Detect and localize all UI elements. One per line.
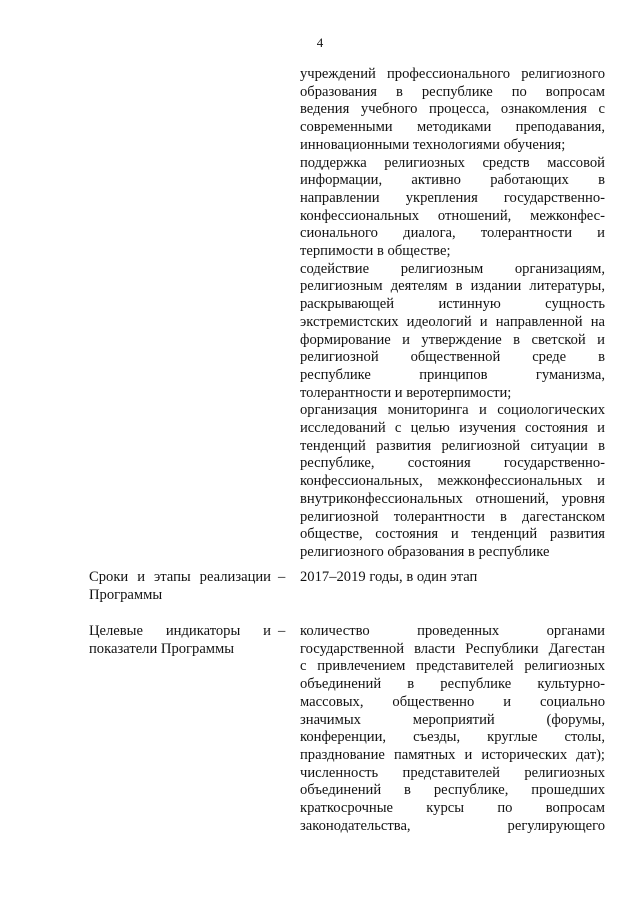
text-line: республике принципов гуманизма, bbox=[300, 366, 605, 383]
text-line: религиозной общественной среде в bbox=[300, 349, 605, 366]
text-line: исследований с целью изучения состояния и bbox=[300, 420, 605, 437]
text-line: информации, активно работающих в bbox=[300, 172, 605, 189]
text-line: образования в республике по вопросам bbox=[300, 83, 605, 100]
text-line: конфессиональных, межконфессиональных и bbox=[300, 473, 605, 490]
terms-label bbox=[89, 569, 271, 604]
text-line: направлении укрепления государственно- bbox=[300, 189, 605, 206]
text-line: краткосрочные курсы по вопросам bbox=[300, 800, 605, 817]
row-dash: – bbox=[278, 569, 286, 585]
text-line: значимых мероприятий (форумы, bbox=[300, 711, 605, 728]
text-line: толерантности и веротерпимости; bbox=[300, 384, 512, 401]
page-number: 4 bbox=[316, 35, 324, 50]
text-line: экстремистских идеологий и направленной на bbox=[300, 313, 605, 330]
indicators-value bbox=[300, 623, 605, 835]
indicators-label bbox=[89, 623, 271, 658]
text-line: тенденций развития религиозной ситуации в bbox=[300, 437, 605, 454]
text-line: формирование и утверждение в светской и bbox=[300, 331, 605, 348]
text-line: религиозным деятелям в издании литературы, bbox=[300, 278, 605, 295]
text-line: с привлечением представителей религиозных bbox=[300, 658, 605, 675]
text-line: организация мониторинга и социологических bbox=[300, 402, 605, 419]
text-line: содействие религиозным организациям, bbox=[300, 260, 605, 277]
text-line: республике, состояния государственно- bbox=[300, 455, 605, 472]
text-line: объединений в республике, прошедших bbox=[300, 782, 605, 799]
text-line: сионального диалога, толерантности и bbox=[300, 225, 605, 242]
text-line: поддержка религиозных средств массовой bbox=[300, 154, 605, 171]
text-line: учреждений профессионального религиозного bbox=[300, 66, 605, 82]
text-line: религиозного образования в республике bbox=[300, 543, 550, 560]
text-line: внутриконфессиональных отношений, уровня bbox=[300, 490, 605, 507]
text-line: численность представителей религиозных bbox=[300, 764, 605, 781]
text-line: объединений в республике культурно- bbox=[300, 676, 605, 693]
text-line: инновационными технологиями обучения; bbox=[300, 136, 566, 153]
text-line: празднование памятных и исторических дат); bbox=[300, 746, 605, 763]
text-line: религиозной толерантности в дагестанском bbox=[300, 508, 605, 525]
text-line: современными методиками преподавания, bbox=[300, 119, 605, 136]
text-line: конференции, съезды, круглые столы, bbox=[300, 729, 605, 746]
terms-value bbox=[300, 569, 605, 587]
text-line: государственной власти Республики Дагестан bbox=[300, 640, 605, 657]
goals-continuation bbox=[300, 66, 605, 562]
text-line: раскрывающей истинную сущность bbox=[300, 296, 605, 313]
text-line: количество проведенных органами bbox=[300, 623, 605, 639]
label-line: показатели Программы bbox=[89, 640, 235, 657]
label-line: Целевые индикаторы и bbox=[89, 623, 271, 639]
text-line: терпимости в обществе; bbox=[300, 243, 451, 260]
text-line: массовых, общественно и социально bbox=[300, 693, 605, 710]
text-line: обществе, состояния и тенденций развития bbox=[300, 526, 605, 543]
text-line: 2017–2019 годы, в один этап bbox=[300, 569, 478, 585]
text-line: конфессиональных отношений, межконфес- bbox=[300, 207, 605, 224]
label-line: Программы bbox=[89, 586, 163, 603]
text-line: законодательства, регулирующего bbox=[300, 817, 605, 834]
text-line: ведения учебного процесса, ознакомления с bbox=[300, 101, 605, 118]
row-dash: – bbox=[278, 623, 286, 639]
label-line: Сроки и этапы реализации bbox=[89, 569, 271, 585]
